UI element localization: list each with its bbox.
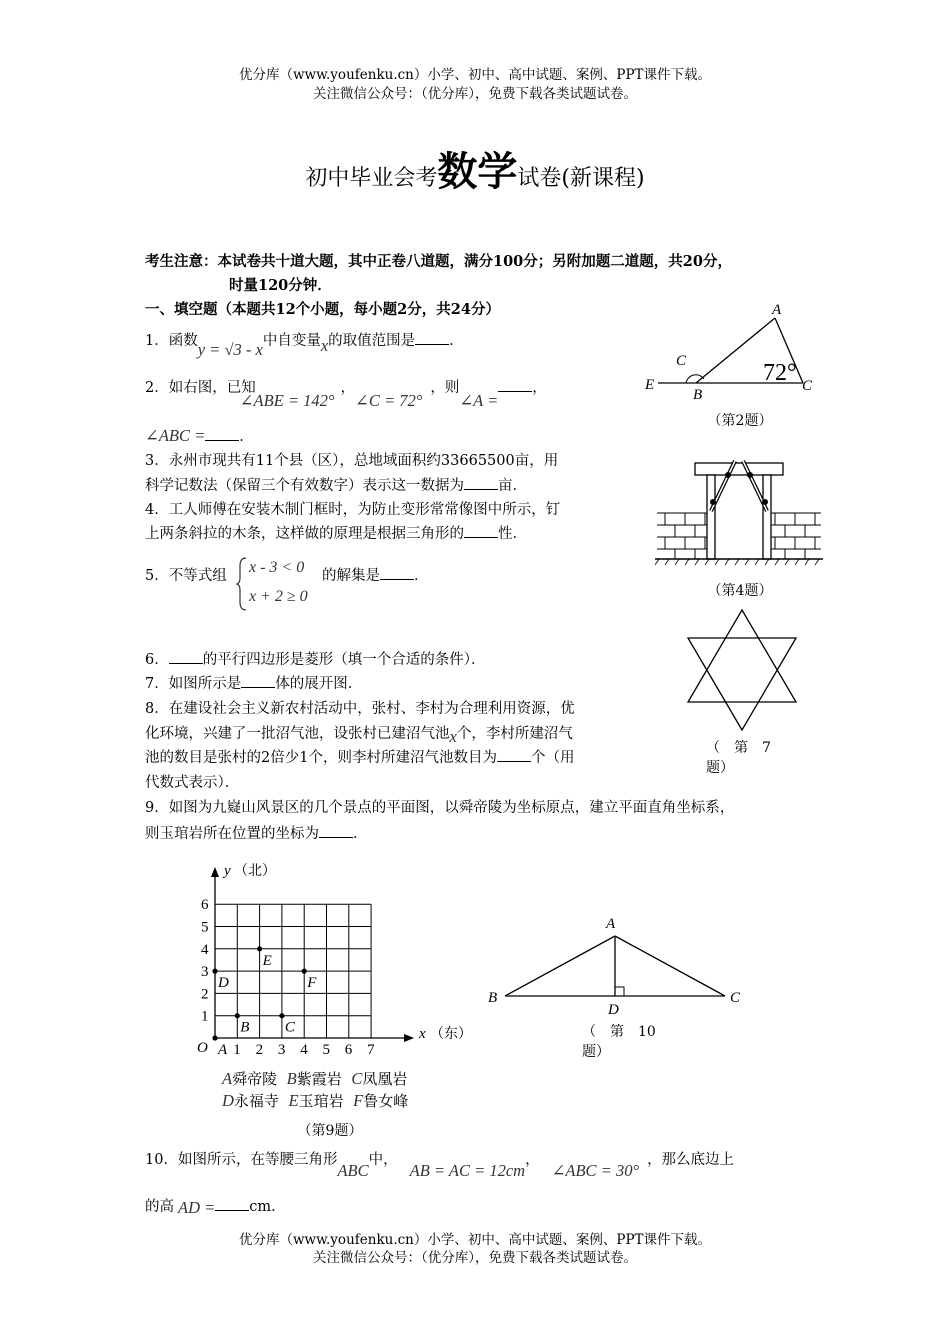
- q2-answer-blank-1[interactable]: [498, 377, 532, 392]
- legend-key-e: E: [288, 1091, 299, 1110]
- question-8-line-1: 8．在建设社会主义新农村活动中，张村、李村为合理利用资源，优: [145, 701, 575, 717]
- y-tick-label: 4: [201, 941, 209, 958]
- x-tick-label: 7: [367, 1042, 375, 1058]
- question-6: [145, 648, 485, 672]
- q4-answer-blank[interactable]: [464, 523, 498, 538]
- x-tick-label: 6: [344, 1042, 353, 1058]
- point-label-d: D: [218, 975, 229, 992]
- title-suffix: 试卷(新课程): [517, 166, 645, 191]
- point-label-f: F: [307, 975, 317, 992]
- question-4-line-1: 4．工人师傅在安装木制门框时，为防止变形常常像图中所示，钉: [145, 502, 561, 518]
- question-9-line-1: 9．如图为九嶷山风景区的几个景点的平面图，以舜帝陵为坐标原点，建立平面直角坐标系，: [145, 800, 735, 816]
- point-b: [235, 1013, 240, 1018]
- question-8-line-4: 代数式表示）．: [145, 775, 240, 791]
- question-3-line-2: [145, 474, 527, 498]
- figure-2-caption: （第2题）: [707, 413, 773, 429]
- q1-answer-blank[interactable]: [415, 330, 449, 345]
- q1-variable: x: [320, 336, 329, 355]
- figure-7-caption-line-1: （ 第 7: [706, 740, 771, 756]
- q10-answer-blank[interactable]: [215, 1196, 249, 1211]
- point-label-a: A: [218, 1042, 228, 1058]
- q5-brace: [236, 556, 248, 612]
- legend-key-a: A: [222, 1069, 233, 1088]
- fig9-x-arrow-icon: [404, 1034, 414, 1042]
- fig9-x-direction: （东）: [430, 1027, 472, 1042]
- fig2-label-a: A: [772, 302, 782, 318]
- question-5: [145, 564, 227, 588]
- fig9-y-direction: （北）: [234, 864, 276, 879]
- q10-unit: cm．: [249, 1199, 286, 1215]
- q1-end: ．: [449, 333, 464, 349]
- q6-answer-blank[interactable]: [169, 649, 203, 664]
- fig9-legend-row-2: [222, 1090, 408, 1111]
- legend-value-f: 鲁女峰: [363, 1092, 409, 1110]
- q2-angle-abe: ∠ABE = 142°: [239, 391, 335, 410]
- question-1: [145, 328, 464, 359]
- q8-variable: x: [449, 727, 457, 746]
- point-f: [302, 969, 307, 974]
- legend-key-d: D: [222, 1091, 234, 1110]
- question-10-cont: [145, 1194, 286, 1219]
- section-heading: 一、填空题（本题共12个小题，每小题2分，共24分）: [145, 301, 500, 318]
- fig2-label-c-top: C: [676, 353, 687, 369]
- q2-text-mid: ，则: [430, 380, 460, 396]
- footer-line-1: 优分库（www.youfenku.cn）小学、初中、高中试题、案例、PPT课件下载。: [238, 1232, 712, 1248]
- figure-9-caption: （第9题）: [297, 1123, 363, 1139]
- header-line-1: 优分库（www.youfenku.cn）小学、初中、高中试题、案例、PPT课件下载。: [238, 67, 712, 83]
- q6-num: 6．: [145, 652, 169, 668]
- q1-text-post: 的取值范围是: [328, 333, 416, 349]
- q2-angle-a: ∠A =: [459, 391, 499, 410]
- point-e: [257, 946, 262, 951]
- point-d: [212, 969, 217, 974]
- fig10-label-b: B: [488, 990, 498, 1006]
- fig2-label-e: E: [645, 377, 655, 393]
- q10-height: AD =: [178, 1198, 216, 1217]
- q1-text-mid: 中自变量: [262, 333, 321, 349]
- question-3-line-1: 3．永州市现共有11个县（区），总地域面积约33665500亩，用: [145, 453, 559, 469]
- fig2-angle-label: 72°: [763, 360, 797, 386]
- q10-text-2: 的高: [145, 1199, 174, 1215]
- q5-inequality-2: x + 2 ≥ 0: [249, 588, 308, 605]
- y-tick-label: 3: [201, 964, 209, 981]
- x-tick-label: 5: [322, 1042, 330, 1058]
- point-label-b: B: [240, 1019, 250, 1036]
- y-tick-label: 2: [201, 986, 209, 1003]
- q6-text: 的平行四边形是菱形（填一个合适的条件）．: [202, 652, 486, 668]
- fig9-y-arrow-icon: [211, 867, 219, 877]
- fig9-legend-row-1: [222, 1068, 407, 1089]
- footer-line-2: 关注微信公众号：（优分库），免费下载各类试题试卷。: [313, 1250, 637, 1266]
- question-10: [145, 1147, 735, 1180]
- legend-value-e: 玉琯岩: [298, 1092, 344, 1110]
- question-5-tail: [322, 564, 429, 588]
- fig9-x-label: x: [419, 1026, 426, 1042]
- q2-answer-blank-2[interactable]: [205, 426, 239, 441]
- q8-text-3: 池的数目是张村的2倍少1个，则李村所建沼气池数目为: [145, 750, 497, 766]
- figure-7-caption: [706, 738, 814, 778]
- question-8-line-2: [145, 721, 573, 746]
- question-9-line-2: [145, 822, 368, 846]
- x-tick-label: 2: [255, 1042, 264, 1058]
- x-tick-label: 4: [300, 1042, 308, 1058]
- fig2-label-b: B: [693, 387, 703, 403]
- q5-end: ．: [414, 568, 429, 584]
- q8-text-4: 个（用: [530, 750, 575, 766]
- y-tick-label: 6: [201, 897, 209, 914]
- legend-key-c: C: [351, 1069, 363, 1088]
- q2-angle-abc: ∠ABC =: [145, 426, 206, 445]
- point-label-e: E: [262, 952, 272, 969]
- legend-value-b: 紫霞岩: [296, 1070, 342, 1088]
- q8-answer-blank[interactable]: [497, 747, 531, 762]
- x-tick-label: 1: [233, 1042, 241, 1058]
- legend-key-f: F: [353, 1091, 364, 1110]
- q5-inequality-1: x - 3 < 0: [249, 559, 305, 576]
- fig10-label-d: D: [608, 1002, 619, 1018]
- q2-text: 2．如右图，已知: [145, 380, 256, 396]
- figure-10-caption-line-1: （ 第 10: [582, 1024, 656, 1040]
- legend-value-c: 凤凰岩: [362, 1070, 408, 1088]
- q10-text-post: ，那么底边上: [647, 1152, 735, 1168]
- q2-angle-c: ∠C = 72°: [355, 391, 423, 410]
- q1-text: 1．函数: [145, 333, 198, 349]
- q8-text: 化环境，兴建了一批沼气池，设张村已建沼气池: [145, 726, 450, 742]
- q10-triangle: ABC: [337, 1161, 369, 1180]
- q10-sep: ，: [525, 1152, 540, 1168]
- figure-10-triangle: [485, 908, 755, 1018]
- q3-end: 亩．: [498, 478, 527, 494]
- title-emphasis: 数学: [437, 149, 518, 195]
- q2-comma: ，: [340, 380, 356, 396]
- q5-text: 5．不等式组: [145, 568, 227, 584]
- fig2-label-c: C: [802, 378, 813, 394]
- q5-text-post: 的解集是: [322, 568, 380, 584]
- figure-4-caption: （第4题）: [707, 583, 773, 599]
- q10-text-mid: 中，: [368, 1152, 398, 1168]
- q10-text: 10．如图所示，在等腰三角形: [145, 1152, 338, 1168]
- question-7: [145, 672, 362, 696]
- q3-answer-blank[interactable]: [464, 475, 498, 490]
- question-2-cont: [145, 424, 254, 449]
- figure-7-caption-line-2: 题）: [706, 760, 734, 776]
- point-a: [212, 1035, 217, 1040]
- page-title: [0, 140, 950, 197]
- figure-2-triangle: [640, 298, 820, 403]
- q7-answer-blank[interactable]: [241, 673, 275, 688]
- q4-text: 上两条斜拉的木条，这样做的原理是根据三角形的: [145, 526, 464, 542]
- q7-text: 7．如图所示是: [145, 676, 242, 692]
- x-tick-label: 3: [277, 1042, 286, 1058]
- q1-function: y = √3 - x: [197, 340, 263, 359]
- question-4-line-2: [145, 522, 527, 546]
- q8-text-2: 个，李村所建沼气: [456, 726, 573, 742]
- q5-answer-blank[interactable]: [380, 565, 414, 580]
- legend-value-d: 永福寺: [233, 1092, 279, 1110]
- q4-end: 性．: [498, 526, 527, 542]
- notice-line-2: 时量120分钟．: [229, 277, 332, 294]
- q2-comma-2: ，: [532, 380, 547, 396]
- fig10-label-c: C: [730, 990, 741, 1006]
- legend-value-a: 舜帝陵: [232, 1070, 278, 1088]
- q2-end: ．: [239, 429, 254, 445]
- fig9-y-label: y: [224, 863, 231, 879]
- fig9-origin-label: O: [197, 1040, 208, 1056]
- figure-10-caption: [582, 1022, 682, 1062]
- q9-text: 则玉琯岩所在位置的坐标为: [145, 826, 319, 842]
- q3-text: 科学记数法（保留三个有效数字）表示这一数据为: [145, 478, 464, 494]
- y-tick-label: 5: [201, 919, 209, 936]
- q9-end: ．: [353, 826, 368, 842]
- figure-9-coordinate-grid: [190, 855, 490, 1060]
- title-prefix: 初中毕业会考: [305, 166, 438, 191]
- point-label-c: C: [284, 1019, 295, 1036]
- y-tick-label: 1: [201, 1008, 209, 1025]
- fig10-label-a: A: [606, 916, 616, 932]
- figure-10-caption-line-2: 题）: [582, 1044, 610, 1060]
- question-8-line-3: [145, 746, 574, 770]
- q10-angle: ∠ABC = 30°: [551, 1161, 640, 1180]
- notice-line-1: 考生注意：本试卷共十道大题，其中正卷八道题，满分100分；另附加题二道题，共20分，: [145, 253, 732, 270]
- question-2: [145, 375, 547, 410]
- point-c: [279, 1013, 284, 1018]
- figure-7-star-net: [672, 608, 812, 733]
- q10-sides: AB = AC = 12cm: [409, 1161, 526, 1180]
- legend-key-b: B: [286, 1069, 297, 1088]
- header-line-2: 关注微信公众号：（优分库），免费下载各类试题试卷。: [313, 86, 637, 102]
- figure-4-door-frame: [655, 455, 825, 570]
- q7-text-post: 体的展开图．: [275, 676, 363, 692]
- q9-answer-blank[interactable]: [319, 823, 353, 838]
